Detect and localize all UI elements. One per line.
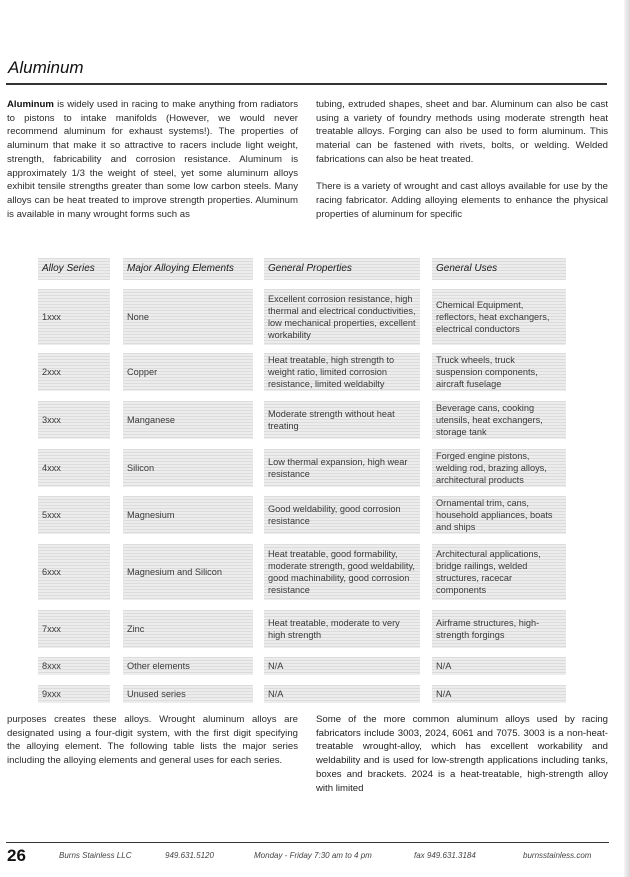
table-row-2xxx-elements: Copper bbox=[123, 353, 253, 391]
table-row-5xxx-series: 5xxx bbox=[38, 496, 110, 534]
table-row-7xxx-elements: Zinc bbox=[123, 610, 253, 648]
table-row-9xxx-series: 9xxx bbox=[38, 685, 110, 703]
page-title: Aluminum bbox=[8, 58, 84, 77]
table-row-1xxx-properties: Excellent corrosion resistance, high thermal and electrical conductivities, low mechanical properties, excellent workability bbox=[264, 289, 420, 345]
table-row-7xxx-series: 7xxx bbox=[38, 610, 110, 648]
intro-text-left: is widely used in racing to make anything from radiators to pistons to intake manifolds (However, we would never recommend aluminum for exhaust systems!). The properties of aluminum that make it so attractive to racers include light weight, strength, fabricability and corrosion resistance. Aluminum is approximately 1/3 the weight of steel, yet some aluminum alloys exhibit tensile strengths greater than some low carbon steels. Many alloys can be heat treated to improve strength properties. Aluminum is available in many wrought forms such as bbox=[7, 99, 298, 220]
footer-website[interactable]: burnsstainless.com bbox=[523, 851, 592, 860]
intro-column-left bbox=[7, 98, 298, 221]
table-row-3xxx-uses: Beverage cans, cooking utensils, heat exchangers, storage tank bbox=[432, 401, 566, 439]
header-alloy-series: Alloy Series bbox=[38, 258, 110, 280]
table-row-8xxx-series: 8xxx bbox=[38, 657, 110, 675]
table-row-9xxx-properties: N/A bbox=[264, 685, 420, 703]
table-row-5xxx-properties: Good weldability, good corrosion resistance bbox=[264, 496, 420, 534]
table-row-9xxx-elements: Unused series bbox=[123, 685, 253, 703]
table-row-2xxx-properties: Heat treatable, high strength to weight ratio, limited corrosion resistance, limited weldabilty bbox=[264, 353, 420, 391]
after-table-text-right: Some of the more common aluminum alloys used by racing fabricators include 3003, 2024, 6061 and 7075. 3003 is a non-heat-treatable wrought-alloy, which has excellent workability and weldability and is used for low-strength applications including tanks, boxes and brackets. 2024 is a heat-treatable, high-strength alloy with limited bbox=[316, 714, 608, 794]
after-table-column-left bbox=[7, 713, 298, 768]
header-general-uses: General Uses bbox=[432, 258, 566, 280]
header-major-elements: Major Alloying Elements bbox=[123, 258, 253, 280]
intro-paragraph-2: There is a variety of wrought and cast alloys available for use by the racing fabricator. Adding alloying elements to enhance the physical properties of aluminum for specific bbox=[316, 181, 608, 220]
intro-column-right bbox=[316, 98, 608, 221]
table-row-8xxx-elements: Other elements bbox=[123, 657, 253, 675]
table-row-3xxx-series: 3xxx bbox=[38, 401, 110, 439]
table-row-9xxx-uses: N/A bbox=[432, 685, 566, 703]
intro-lead-bold: Aluminum bbox=[7, 99, 54, 110]
footer-phone: 949.631.5120 bbox=[165, 851, 214, 860]
footer-hours: Monday - Friday 7:30 am to 4 pm bbox=[254, 851, 372, 860]
table-row-3xxx-properties: Moderate strength without heat treating bbox=[264, 401, 420, 439]
footer-rule bbox=[6, 842, 609, 843]
table-row-5xxx-elements: Magnesium bbox=[123, 496, 253, 534]
table-row-6xxx-series: 6xxx bbox=[38, 544, 110, 600]
table-row-1xxx-uses: Chemical Equipment, reflectors, heat exchangers, electrical conductors bbox=[432, 289, 566, 345]
table-row-2xxx-uses: Truck wheels, truck suspension components, aircraft fuselage bbox=[432, 353, 566, 391]
table-row-4xxx-series: 4xxx bbox=[38, 449, 110, 487]
table-row-4xxx-uses: Forged engine pistons, welding rod, brazing alloys, architectural products bbox=[432, 449, 566, 487]
table-row-8xxx-uses: N/A bbox=[432, 657, 566, 675]
table-row-1xxx-elements: None bbox=[123, 289, 253, 345]
table-row-6xxx-uses: Architectural applications, bridge railings, welded structures, racecar components bbox=[432, 544, 566, 600]
footer-fax: fax 949.631.3184 bbox=[414, 851, 476, 860]
footer-company: Burns Stainless LLC bbox=[59, 851, 132, 860]
table-row-1xxx-series: 1xxx bbox=[38, 289, 110, 345]
intro-paragraph-1: tubing, extruded shapes, sheet and bar. Aluminum can also be cast using a variety of foundry methods using moderate strength heat treatable alloys. Forging can also be used to form aluminum. This material can be fastened with rivets, bolts, or welding. Welded fabrications can also be heat treated. bbox=[316, 99, 608, 165]
header-general-properties: General Properties bbox=[264, 258, 420, 280]
table-row-4xxx-properties: Low thermal expansion, high wear resistance bbox=[264, 449, 420, 487]
title-rule bbox=[6, 83, 607, 85]
page-footer bbox=[0, 846, 630, 866]
after-table-text-left: purposes creates these alloys. Wrought aluminum alloys are designated using a four-digit system, with the first digit specifying the alloying element. The following table lists the major series including the alloying elements and general uses for each series. bbox=[7, 714, 298, 767]
table-row-3xxx-elements: Manganese bbox=[123, 401, 253, 439]
after-table-column-right bbox=[316, 713, 608, 795]
table-row-7xxx-uses: Airframe structures, high-strength forgings bbox=[432, 610, 566, 648]
table-row-8xxx-properties: N/A bbox=[264, 657, 420, 675]
table-row-4xxx-elements: Silicon bbox=[123, 449, 253, 487]
table-row-6xxx-properties: Heat treatable, good formability, moderate strength, good weldability, good machinability, good corrosion resistance bbox=[264, 544, 420, 600]
table-row-6xxx-elements: Magnesium and Silicon bbox=[123, 544, 253, 600]
table-row-7xxx-properties: Heat treatable, moderate to very high strength bbox=[264, 610, 420, 648]
table-row-2xxx-series: 2xxx bbox=[38, 353, 110, 391]
page-number: 26 bbox=[7, 846, 26, 865]
scan-edge-shadow bbox=[624, 0, 630, 877]
table-row-5xxx-uses: Ornamental trim, cans, household appliances, boats and ships bbox=[432, 496, 566, 534]
